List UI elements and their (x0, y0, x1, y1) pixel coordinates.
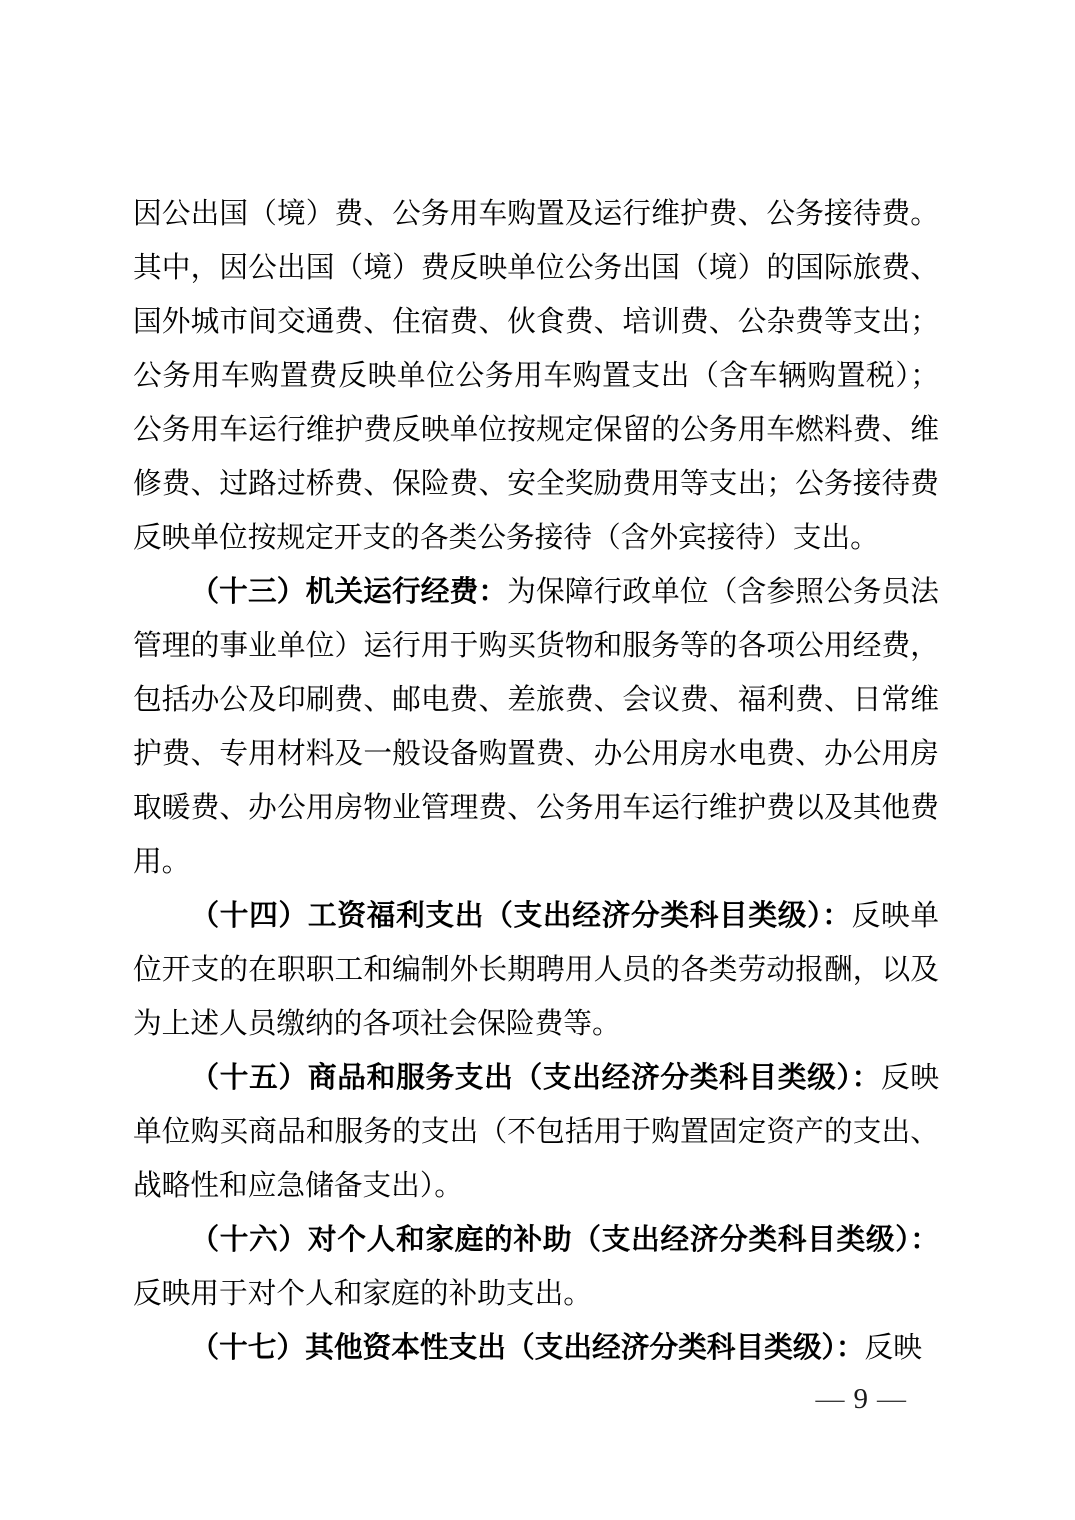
body-text-run: 反映用于对个人和家庭的补助支出。 (133, 1278, 592, 1310)
page-number-dash-left: — (815, 1383, 845, 1415)
document-body (133, 187, 939, 1375)
page-number-value: 9 (853, 1383, 868, 1415)
body-text-run: 反映单位购买商品和服务的支出（不包括用于购置固定资产的支出、战略性和应急储备支出）。 (133, 1062, 939, 1202)
paragraph-item-14 (133, 889, 939, 1051)
body-text-run: 反映单位开支的在职职工和编制外长期聘用人员的各类劳动报酬，以及为上述人员缴纳的各项社会保险费等。 (133, 900, 940, 1040)
body-text-run: 因公出国（境）费、公务用车购置及运行维护费、公务接待费。其中，因公出国（境）费反映单位公务出国（境）的国际旅费、国外城市间交通费、住宿费、伙食费、培训费、公杂费等支出；公务用车购置费反映单位公务用车购置支出（含车辆购置税）；公务用车运行维护费反映单位按规定保留的公务用车燃料费、维修费、过路过桥费、保险费、安全奖励费用等支出；公务接待费反映单位按规定开支的各类公务接待（含外宾接待）支出。 (133, 198, 939, 554)
page-number-dash-right: — (877, 1383, 906, 1415)
paragraph-item-13 (133, 565, 939, 889)
paragraph-continuation (133, 187, 939, 565)
section-heading-17: （十七）其他资本性支出（支出经济分类科目类级）： (190, 1332, 865, 1364)
section-heading-15: （十五）商品和服务支出（支出经济分类科目类级）： (190, 1062, 881, 1094)
paragraph-item-15 (133, 1051, 939, 1213)
paragraph-item-16 (133, 1213, 939, 1321)
section-heading-13: （十三）机关运行经费： (190, 576, 508, 608)
section-heading-14: （十四）工资福利支出（支出经济分类科目类级）： (190, 900, 852, 932)
section-heading-16: （十六）对个人和家庭的补助（支出经济分类科目类级）： (190, 1224, 939, 1256)
body-text-run: 为保障行政单位（含参照公务员法管理的事业单位）运行用于购买货物和服务等的各项公用经费，包括办公及印刷费、邮电费、差旅费、会议费、福利费、日常维护费、专用材料及一般设备购置费、办公用房水电费、办公用房取暖费、办公用房物业管理费、公务用车运行维护费以及其他费用。 (133, 576, 939, 878)
page-number (807, 1383, 916, 1415)
paragraph-item-17 (133, 1321, 939, 1375)
body-text-run: 反映 (864, 1332, 922, 1364)
